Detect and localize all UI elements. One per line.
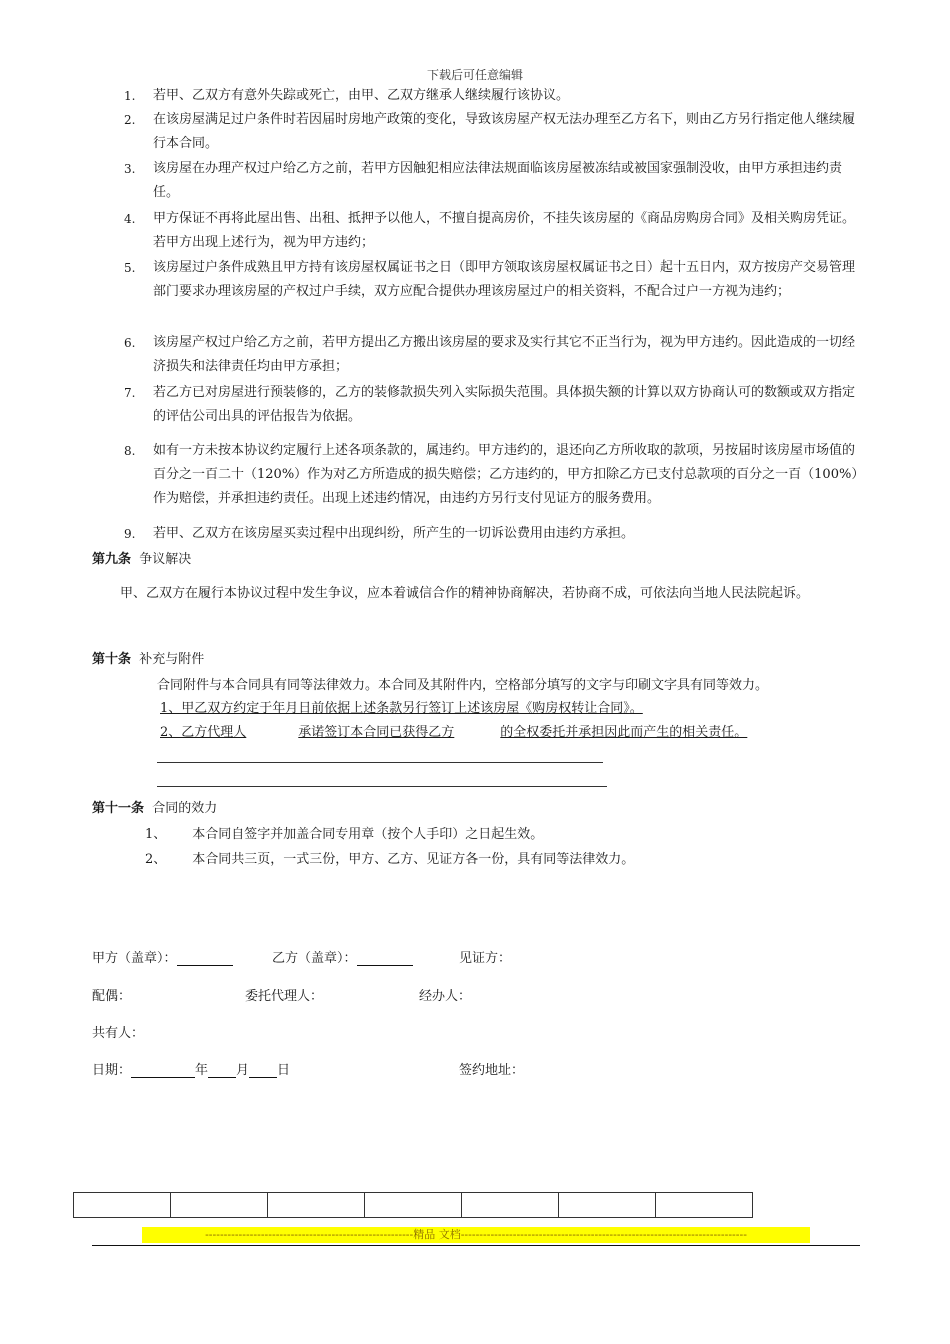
clause-number: 7. [124, 386, 136, 400]
effect-item-2 [145, 848, 634, 867]
supplement-line-2 [160, 721, 747, 740]
footer-banner: --------------------------------------------------------精品 文档----------------------------------------------------------------------------- [142, 1227, 810, 1243]
supplement-line-2-c: 的全权委托并承担因此而产生的相关责任。 [500, 725, 748, 740]
section-9-body: 甲、乙双方在履行本协议过程中发生争议，应本着诚信合作的精神协商解决，若协商不成，可依法向当地人民法院起诉。 [120, 586, 810, 601]
clause-number: 8. [124, 444, 136, 458]
party-b-signature [272, 947, 413, 966]
date-field [92, 1059, 290, 1078]
page-header: 下载后可任意编辑 [426, 68, 523, 82]
table-cell [462, 1193, 559, 1218]
clause-number: 9. [124, 527, 136, 541]
clause-text: 在该房屋满足过户条件时若因届时房地产政策的变化，导致该房屋产权无法办理至乙方名下，则由乙方另行指定他人继续履行本合同。 [153, 112, 856, 151]
spouse-label: 配偶： [92, 989, 132, 1004]
clause-number: 4. [124, 212, 136, 226]
party-b-label: 乙方（盖章）： [272, 951, 357, 966]
signing-place-label: 签约地址： [459, 1063, 525, 1078]
clause-text: 甲方保证不再将此屋出售、出租、抵押予以他人，不擅自提高房价，不挂失该房屋的《商品房购房合同》及相关购房凭证。若甲方出现上述行为，视为甲方违约； [153, 211, 856, 250]
clause-text: 该房屋过户条件成熟且甲方持有该房屋权属证书之日（即甲方领取该房屋权属证书之日）起十五日内，双方按房产交易管理部门要求办理该房屋的产权过户手续，双方应配合提供办理该房屋过户的相关资料，不配合过户一方视为违约； [153, 260, 856, 299]
clause-text: 该房屋产权过户给乙方之前，若甲方提出乙方搬出该房屋的要求及实行其它不正当行为，视为甲方违约。因此造成的一切经济损失和法律责任均由甲方承担； [153, 335, 856, 374]
section-title: 争议解决 [139, 552, 192, 567]
empty-grid-table [73, 1192, 753, 1218]
clause-text: 若甲、乙双方在该房屋买卖过程中出现纠纷，所产生的一切诉讼费用由违约方承担。 [153, 526, 635, 541]
party-a-label: 甲方（盖章）： [92, 951, 177, 966]
handler-label: 经办人： [419, 989, 472, 1004]
table-row [74, 1193, 753, 1218]
day-blank [249, 1063, 277, 1078]
section-label: 第九条 [92, 552, 132, 567]
clause-text: 该房屋在办理产权过户给乙方之前，若甲方因触犯相应法律法规面临该房屋被冻结或被国家强制没收，由甲方承担违约责任。 [153, 161, 843, 200]
table-cell [74, 1193, 171, 1218]
effect-item-text: 本合同自签字并加盖合同专用章（按个人手印）之日起生效。 [192, 827, 544, 842]
table-cell [656, 1193, 753, 1218]
month-label: 月 [236, 1063, 250, 1078]
table-cell [268, 1193, 365, 1218]
effect-item-1 [145, 823, 543, 842]
effect-item-num: 1、 [145, 827, 167, 842]
section-9-heading [92, 548, 191, 567]
clause-number: 3. [124, 162, 136, 176]
party-a-signature [92, 947, 233, 966]
blank-line [157, 762, 603, 763]
month-blank [208, 1063, 236, 1078]
section-title: 补充与附件 [139, 652, 205, 667]
section-10-heading [92, 648, 204, 667]
table-cell [559, 1193, 656, 1218]
blank-line [157, 786, 607, 787]
party-a-blank [177, 951, 233, 966]
year-label: 年 [195, 1063, 209, 1078]
party-b-blank [357, 951, 413, 966]
effect-item-text: 本合同共三页，一式三份，甲方、乙方、见证方各一份，具有同等法律效力。 [192, 852, 635, 867]
clause-number: 5. [124, 261, 136, 275]
day-label: 日 [277, 1063, 291, 1078]
year-blank [131, 1063, 195, 1078]
date-label: 日期： [92, 1063, 132, 1078]
clause-text: 如有一方未按本协议约定履行上述各项条款的，属违约。甲方违约的，退还向乙方所收取的款项，另按届时该房屋市场值的百分之一百二十（120%）作为对乙方所造成的损失赔偿；乙方违约的，甲方扣除乙方已支付总款项的百分之一百（100%）作为赔偿，并承担违约责任。出现上述违约情况，由违约方另行支付见证方的服务费用。 [153, 443, 858, 506]
section-title: 合同的效力 [152, 801, 218, 816]
agent-label: 委托代理人： [245, 989, 324, 1004]
clause-number: 2. [124, 113, 136, 127]
supplement-line-1: 1、甲乙双方约定于年月日前依据上述条款另行签订上述该房屋《购房权转让合同》。 [160, 701, 643, 716]
section-10-body: 合同附件与本合同具有同等法律效力。本合同及其附件内，空格部分填写的文字与印刷文字具有同等效力。 [157, 678, 769, 693]
footer-rule [92, 1245, 860, 1246]
section-11-heading [92, 797, 217, 816]
clause-text: 若甲、乙双方有意外失踪或死亡，由甲、乙双方继承人继续履行该协议。 [153, 88, 570, 103]
table-cell [365, 1193, 462, 1218]
supplement-line-2-b: 承诺签订本合同已获得乙方 [298, 725, 455, 740]
witness-label: 见证方： [459, 951, 512, 966]
section-label: 第十一条 [92, 801, 145, 816]
table-cell [171, 1193, 268, 1218]
clause-text: 若乙方已对房屋进行预装修的，乙方的装修款损失列入实际损失范围。具体损失额的计算以双方协商认可的数额或双方指定的评估公司出具的评估报告为依据。 [153, 385, 856, 424]
supplement-line-2-a: 2、乙方代理人 [160, 725, 247, 740]
clause-number: 6. [124, 336, 136, 350]
section-label: 第十条 [92, 652, 132, 667]
co-owner-label: 共有人： [92, 1026, 145, 1041]
clause-number: 1. [124, 89, 136, 103]
effect-item-num: 2、 [145, 852, 167, 867]
